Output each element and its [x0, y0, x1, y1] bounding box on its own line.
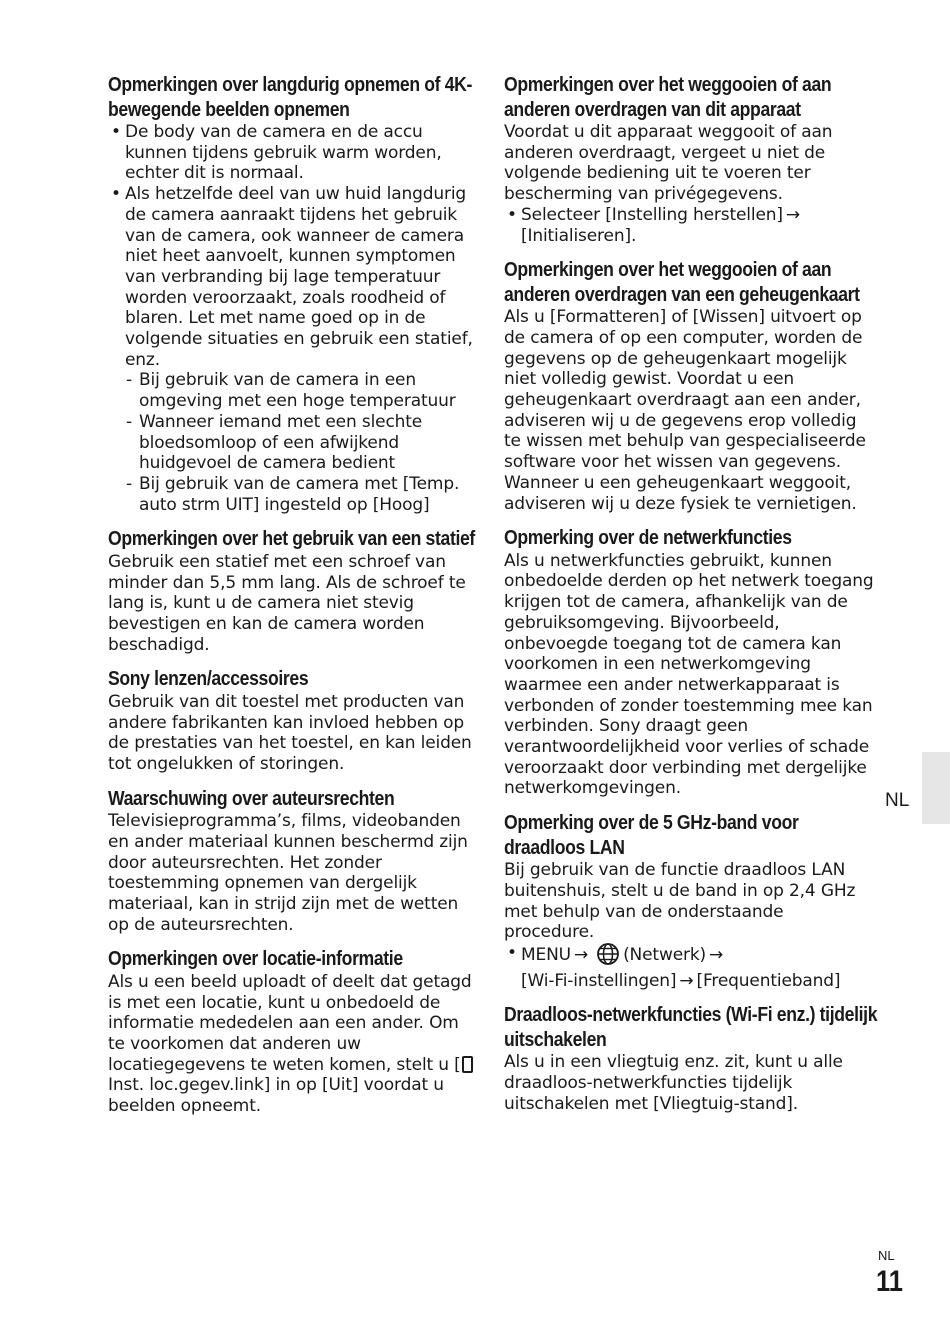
footer-language: NL [878, 1248, 895, 1263]
section-network [504, 526, 876, 799]
section-body: Als u [Formatteren] of [Wissen] uitvoert op de camera of op een computer, worden de gegevens op de geheugenkaart mogelijk niet volledig gewist. Voordat u een geheugenkaart overdraagt aan een ander, adviseren wij u de gegevens erop volledig te wissen met behulp van gespecialiseerde software voor het wissen van gegevens. Wanneer u een geheugenkaart weggooit, adviseren wij u deze fysiek te vernietigen. [504, 307, 866, 514]
section-long-recording [108, 73, 480, 515]
menu-text: [Wi-Fi-instellingen] [521, 970, 677, 991]
section-body: Bij gebruik van de functie draadloos LAN buitenshuis, stelt u de band in op 2,4 GHz met behulp van de onderstaande procedure. [504, 860, 856, 943]
bullet-text: [Initialiseren]. [521, 225, 637, 246]
bullet-item [504, 943, 876, 991]
language-label: NL [885, 790, 910, 811]
bullet-list [504, 205, 876, 246]
arrow-right-icon: → [709, 945, 724, 965]
section-heading: Opmerkingen over het gebruik van een statief [108, 528, 475, 551]
section-heading: Draadloos-netwerkfuncties (Wi-Fi enz.) tijdelijk uitschakelen [504, 1004, 878, 1051]
menu-text: [Frequentieband] [696, 970, 841, 991]
dash-item: - Wanneer iemand met een slechte bloedsomloop of een afwijkend huidgevoel de camera bedient [108, 412, 480, 474]
section-copyright [108, 787, 480, 936]
section-heading: Opmerkingen over langdurig opnemen of 4K-bewegende beelden opnemen [108, 74, 473, 121]
bullet-list [108, 122, 480, 370]
section-lenses [108, 667, 480, 774]
camera-location-icon [462, 1056, 473, 1073]
section-body: Als u netwerkfuncties gebruikt, kunnen onbedoelde derden op het netwerk toegang krijgen tot de camera, afhankelijk van de gebruiksomgeving. Bijvoorbeeld, onbevoegde toegang tot de camera kan voorkomen in een netwerkomgeving waarmee een ander netwerkapparaat is verbonden of zonder toestemming mee kan verbinden. Sony draagt geen verantwoordelijkheid voor verlies of schade veroorzaakt door verbinding met dergelijke netwerkomgevingen. [504, 550, 874, 799]
section-heading: Sony lenzen/accessoires [108, 668, 309, 691]
section-heading: Waarschuwing over auteursrechten [108, 787, 395, 810]
section-heading: Opmerkingen over het weggooien of aan anderen overdragen van een geheugenkaart [504, 259, 860, 306]
body-text: Inst. loc.gegev.link] in op [Uit] voordat u beelden opneemt. [108, 1075, 444, 1117]
globe-icon [594, 943, 622, 971]
left-column [108, 73, 480, 1129]
section-body: Als u in een vliegtuig enz. zit, kunt u alle draadloos-netwerkfuncties tijdelijk uitschakelen met [Vliegtuig-stand]. [504, 1052, 843, 1114]
bullet-item [504, 205, 876, 246]
section-heading: Opmerking over de 5 GHz-band voor draadloos LAN [504, 812, 799, 859]
section-body [108, 972, 480, 1117]
section-dispose-card [504, 258, 876, 514]
section-body: Voordat u dit apparaat weggooit of aan anderen overdraagt, vergeet u niet de volgende bediening uit te voeren ter bescherming van privégegevens. [504, 122, 833, 205]
section-5ghz [504, 811, 876, 991]
section-body: Gebruik van dit toestel met producten van andere fabrikanten kan invloed hebben op de prestaties van het toestel, en kan leiden tot ongelukken of storingen. [108, 691, 472, 774]
dash-item: - Bij gebruik van de camera in een omgeving met een hoge temperatuur [108, 370, 480, 411]
dash-list [108, 370, 480, 515]
section-heading: Opmerking over de netwerkfuncties [504, 527, 792, 550]
language-tab [922, 752, 950, 824]
page-number: 11 [876, 1265, 903, 1298]
right-column [504, 73, 876, 1127]
bullet-list [504, 943, 876, 991]
section-body: Gebruik een statief met een schroef van minder dan 5,5 mm lang. Als de schroef te lang is, kunt u de camera niet stevig bevestigen en kan de camera worden beschadigd. [108, 551, 466, 655]
bullet-item: • De body van de camera en de accu kunnen tijdens gebruik warm worden, echter dit is normaal. [108, 122, 480, 184]
section-dispose-device [504, 73, 876, 246]
section-heading: Opmerkingen over het weggooien of aan anderen overdragen van dit apparaat [504, 74, 832, 121]
arrow-right-icon: → [573, 945, 589, 965]
body-text: Als u een beeld uploadt of deelt dat getagd is met een locatie, kunt u onbedoeld de informatie mededelen aan een ander. Om te voorkomen dat anderen uw locatiegegevens te weten komen, stelt u [ [108, 971, 472, 1075]
menu-text: MENU [521, 945, 571, 965]
arrow-right-icon: → [785, 204, 800, 225]
section-tripod [108, 527, 480, 655]
bullet-item: • Als hetzelfde deel van uw huid langdurig de camera aanraakt tijdens het gebruik van de camera, ook wanneer de camera niet heet aanvoelt, kunnen symptomen van verbranding bij lage temperatuur worden veroorzaakt, zoals roodheid of blaren. Let met name goed op in de volgende situaties en gebruik een statief, enz. [108, 184, 480, 370]
section-location [108, 947, 480, 1116]
section-body: Televisieprogramma’s, films, videobanden en ander materiaal kunnen beschermd zijn door auteursrechten. Het zonder toestemming opnemen van dergelijk materiaal, kan in strijd zijn met de wetten op de auteursrechten. [108, 811, 468, 935]
dash-item: - Bij gebruik van de camera met [Temp. auto strm UIT] ingesteld op [Hoog] [108, 474, 480, 515]
bullet-text: Selecteer [Instelling herstellen] [521, 204, 783, 225]
arrow-right-icon: → [679, 970, 694, 991]
section-wifi-off [504, 1003, 876, 1114]
menu-text: (Netwerk) [623, 945, 707, 965]
section-heading: Opmerkingen over locatie-informatie [108, 948, 403, 971]
